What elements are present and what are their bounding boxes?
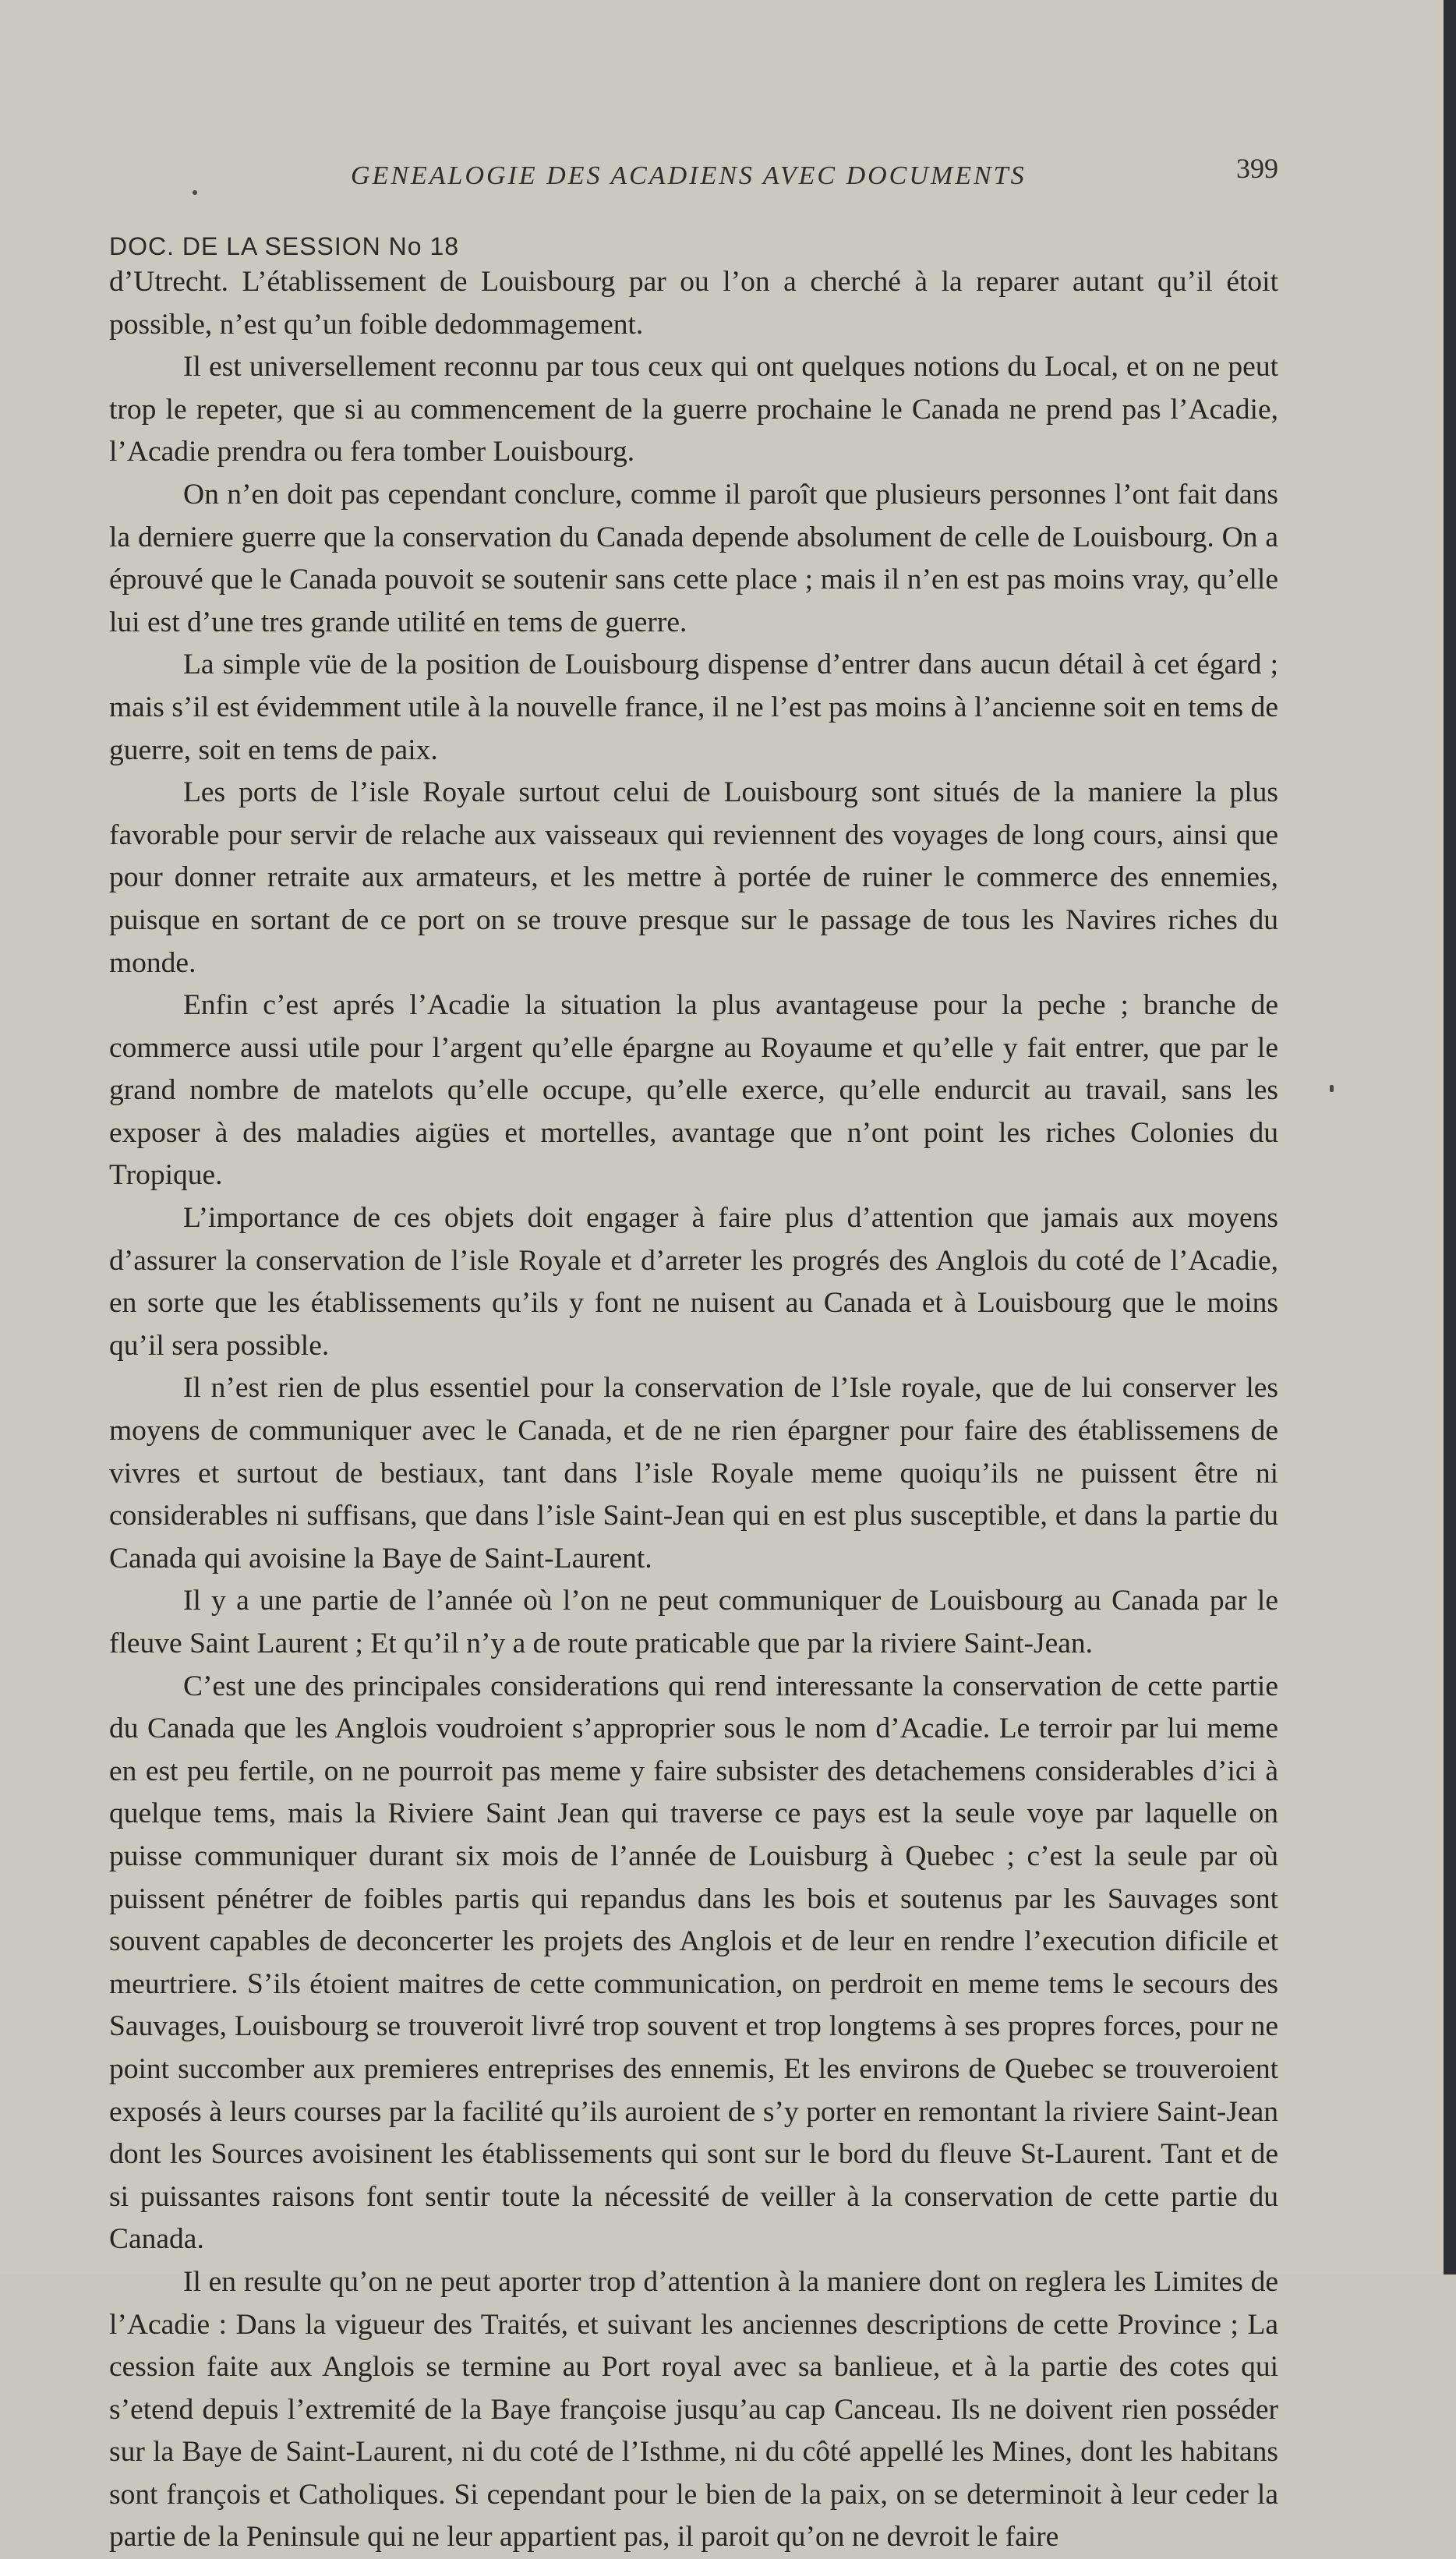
paragraph: Il n’est rien de plus essentiel pour la conservation de l’Isle royale, que de lui conserver les moyens de communiquer avec le Canada, et de ne rien épargner pour faire des établissemens de vivres et surtout de bestiaux, tant dans l’isle Royale meme quoiqu’ils ne puissent être ni considerables ni suffisans, que dans l’isle Saint-Jean qui en est plus susceptible, et dans la partie du Canada qui avoisine la Baye de Saint-Laurent. <box>109 1372 1278 1575</box>
paragraph: Il en resulte qu’on ne peut aporter trop d’attention à la maniere dont on reglera les Limites de l’Acadie : Dans la vigueur des Traités, et suivant les anciennes descriptions de cette Province ; La cession faite aux Anglois se termine au Port royal avec sa banlieue, et à la partie des cotes qui s’etend depuis l’extremité de la Baye françoise jusqu’au cap Canceau. Ils ne doivent rien posséder sur la Baye de Saint-Laurent, ni du coté de l’Isthme, ni du côté appellé les Mines, dont les habitans sont françois et Catholiques. Si cependant pour le bien de la paix, on se determinoit à leur ceder la partie de la Peninsule qui ne leur appartient pas, il paroit qu’on ne devroit le faire <box>109 2265 1278 2554</box>
speck-mark <box>1330 1085 1334 1092</box>
paragraph: C’est une des principales considerations qui rend interessante la conservation de cette partie du Canada que les Anglois voudroient s’approprier sous le nom d’Acadie. Le terroir par lui meme en est peu fertile, on ne pourroit pas meme y faire subsister des detachemens considerables d’ici à quelque tems, mais la Riviere Saint Jean qui traverse ce pays est la seule voye par laquelle on puisse communiquer durant six mois de l’année de Louisburg à Quebec ; c’est la seule par où puissent pénétrer de foibles partis qui repandus dans les bois et soutenus par les Sauvages sont souvent capables de deconcerter les projets des Anglois et de leur en rendre l’execution dificile et meurtriere. S’ils étoient maitres de cette communication, on perdroit en meme tems le secours des Sauvages, Louisbourg se trouveroit livré trop souvent et trop longtems à ses propres forces, pour ne point succomber aux premieres entreprises des ennemis, Et les environs de Quebec se trouveroient exposés à leurs courses par la facilité qu’ils auroient de s’y porter en remontant la riviere Saint-Jean dont les Sources avoisinent les établissements qui sont sur le bord du fleuve St-Laurent. Tant et de si puissantes raisons font sentir toute la nécessité de veiller à la conservation de cette partie du Canada. <box>109 1670 1278 2256</box>
paragraph: Il y a une partie de l’année où l’on ne peut communiquer de Louisbourg au Canada par le fleuve Saint Laurent ; Et qu’il n’y a de route praticable que par la riviere Saint-Jean. <box>109 1585 1278 1659</box>
paragraph: On n’en doit pas cependant conclure, comme il paroît que plusieurs personnes l’ont fait dans la derniere guerre que la conservation du Canada depende absolument de celle de Louisbourg. On a éprouvé que le Canada pouvoit se soutenir sans cette place ; mais il n’en est pas moins vray, qu’elle lui est d’une tres grande utilité en tems de guerre. <box>109 478 1278 638</box>
paragraph: d’Utrecht. L’établissement de Louisbourg par ou l’on a cherché à la reparer autant qu’il étoit possible, n’est qu’un foible dedommagement. <box>109 266 1278 341</box>
paragraph: L’importance de ces objets doit engager à faire plus d’attention que jamais aux moyens d’assurer la conservation de l’isle Royale et d’arreter les progrés des Anglois du coté de l’Acadie, en sorte que les établissements qu’ils y font ne nuisent au Canada et à Louisbourg que le moins qu’il sera possible. <box>109 1202 1278 1362</box>
body-text <box>109 261 1278 2559</box>
session-label: DOC. DE LA SESSION No 18 <box>109 232 460 260</box>
running-title: GENEALOGIE DES ACADIENS AVEC DOCUMENTS <box>351 161 1027 190</box>
page-number: 399 <box>1236 153 1278 184</box>
paragraph: Il est universellement reconnu par tous ceux qui ont quelques notions du Local, et on ne peut trop le repeter, que si au commencement de la guerre prochaine le Canada ne prend pas l’Acadie, l’Acadie prendra ou fera tomber Louisbourg. <box>109 351 1278 468</box>
page-header <box>109 152 1278 199</box>
paragraph: La simple vüe de la position de Louisbourg dispense d’entrer dans aucun détail à cet égard ; mais s’il est évidemment utile à la nouvelle france, il ne l’est pas moins à l’ancienne soit en tems de guerre, soit en tems de paix. <box>109 649 1278 766</box>
paragraph: Les ports de l’isle Royale surtout celui de Louisbourg sont situés de la maniere la plus favorable pour servir de relache aux vaisseaux qui reviennent des voyages de long cours, ainsi que pour donner retraite aux armateurs, et les mettre à portée de ruiner le commerce des ennemies, puisque en sortant de ce port on se trouve presque sur le passage de tous les Navires riches du monde. <box>109 776 1278 979</box>
speck-mark <box>193 190 197 195</box>
paragraph: Enfin c’est aprés l’Acadie la situation la plus avantageuse pour la peche ; branche de commerce aussi utile pour l’argent qu’elle épargne au Royaume et qu’elle y fait entrer, que par le grand nombre de matelots qu’elle occupe, qu’elle exerce, qu’elle endurcit au travail, sans les exposer à des maladies aigües et mortelles, avantage que n’ont point les riches Colonies du Tropique. <box>109 989 1278 1192</box>
binding-edge <box>1444 0 1456 2274</box>
